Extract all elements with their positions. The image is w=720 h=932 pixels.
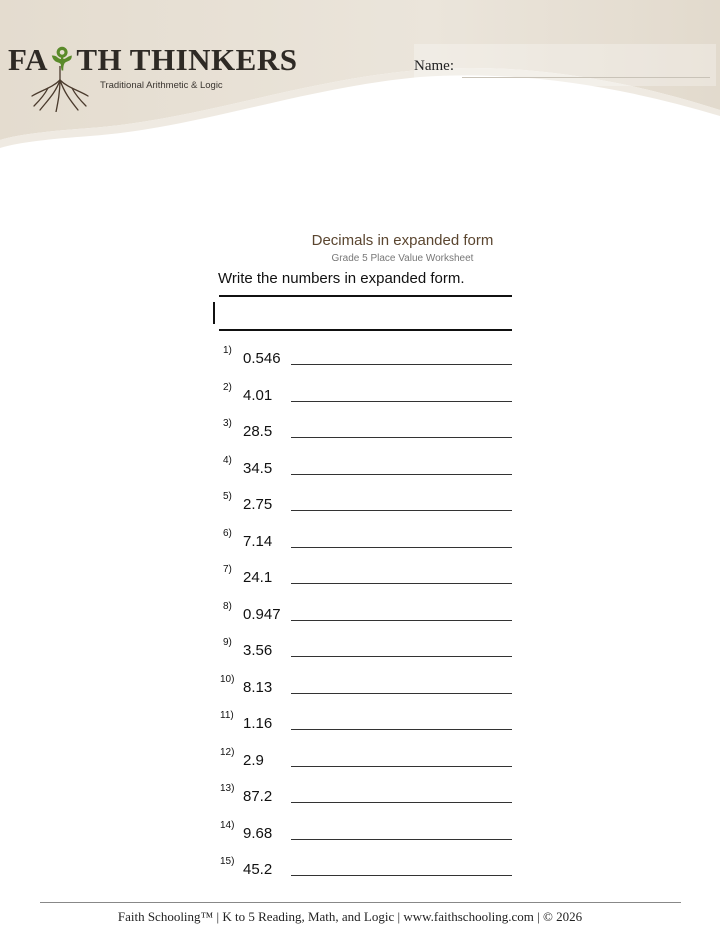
divider-bottom xyxy=(219,329,512,331)
problem-value: 2.9 xyxy=(243,751,264,769)
name-label: Name: xyxy=(414,58,454,74)
problem-value: 1.16 xyxy=(243,715,273,732)
answer-line[interactable] xyxy=(291,474,512,475)
answer-line[interactable] xyxy=(291,437,512,438)
brand-logo xyxy=(8,40,298,112)
problem-number: 11) xyxy=(220,710,234,721)
instructions: Write the numbers in expanded form. xyxy=(218,270,465,287)
problem-number: 12) xyxy=(220,746,235,758)
answer-line[interactable] xyxy=(291,729,512,730)
footer-divider xyxy=(40,902,681,903)
text-cursor xyxy=(213,302,215,324)
problem-item xyxy=(219,674,512,698)
answer-line[interactable] xyxy=(291,802,512,803)
problem-number: 8) xyxy=(223,600,232,612)
problem-item xyxy=(219,783,512,807)
problem-value: 8.13 xyxy=(243,678,273,696)
problem-number: 7) xyxy=(223,564,232,575)
problem-item xyxy=(219,747,512,771)
tree-roots-icon xyxy=(30,66,90,112)
answer-line[interactable] xyxy=(291,583,512,584)
brand-title: FA⚘TH THINKERS xyxy=(8,42,298,77)
problem-item xyxy=(219,418,512,442)
problem-number: 13) xyxy=(220,783,235,794)
problem-number: 9) xyxy=(223,637,232,648)
problem-item xyxy=(219,710,512,734)
answer-line[interactable] xyxy=(291,693,512,694)
worksheet-subtitle: Grade 5 Place Value Worksheet xyxy=(331,253,474,264)
problem-item xyxy=(219,382,512,406)
problem-number: 15) xyxy=(220,856,235,867)
answer-line[interactable] xyxy=(291,839,512,840)
problem-value: 28.5 xyxy=(243,423,273,440)
problem-value: 9.68 xyxy=(243,824,273,842)
problem-number: 4) xyxy=(223,454,232,466)
problem-item xyxy=(219,820,512,844)
answer-line[interactable] xyxy=(291,510,512,511)
problem-item xyxy=(219,637,512,661)
answer-line[interactable] xyxy=(291,547,512,548)
problem-number: 2) xyxy=(223,381,232,393)
problem-item xyxy=(219,455,512,479)
problem-item xyxy=(219,601,512,625)
problem-item xyxy=(219,856,512,880)
problem-number: 5) xyxy=(223,491,232,502)
answer-line[interactable] xyxy=(291,766,512,767)
problem-value: 45.2 xyxy=(243,861,273,878)
problem-value: 87.2 xyxy=(243,788,273,805)
answer-line[interactable] xyxy=(291,875,512,876)
name-field xyxy=(414,44,716,86)
problem-number: 1) xyxy=(223,345,232,356)
brand-subtitle: Traditional Arithmetic & Logic xyxy=(100,80,223,91)
name-input-line[interactable] xyxy=(462,77,710,78)
footer-text: Faith Schooling™ | K to 5 Reading, Math, and Logic | www.faithschooling.com | © 2026 xyxy=(117,909,583,924)
problem-number: 3) xyxy=(223,418,232,429)
answer-line[interactable] xyxy=(291,620,512,621)
problem-value: 0.546 xyxy=(243,350,281,367)
problem-item xyxy=(219,528,512,552)
problem-value: 34.5 xyxy=(243,459,273,477)
problem-value: 2.75 xyxy=(243,496,273,513)
problem-value: 0.947 xyxy=(243,605,281,623)
answer-line[interactable] xyxy=(291,656,512,657)
problem-number: 10) xyxy=(220,673,235,685)
problem-value: 3.56 xyxy=(243,642,273,659)
worksheet-title: Decimals in expanded form xyxy=(311,232,494,249)
problem-value: 4.01 xyxy=(243,386,273,404)
problem-number: 6) xyxy=(223,527,232,539)
divider-top xyxy=(219,295,512,297)
problem-value: 24.1 xyxy=(243,569,273,586)
answer-line[interactable] xyxy=(291,401,512,402)
answer-line[interactable] xyxy=(291,364,512,365)
problem-value: 7.14 xyxy=(243,532,273,550)
problem-item xyxy=(219,491,512,515)
problem-item xyxy=(219,345,512,369)
problem-item xyxy=(219,564,512,588)
sprout-icon: ⚘ xyxy=(48,42,77,77)
problem-number: 14) xyxy=(220,819,235,831)
